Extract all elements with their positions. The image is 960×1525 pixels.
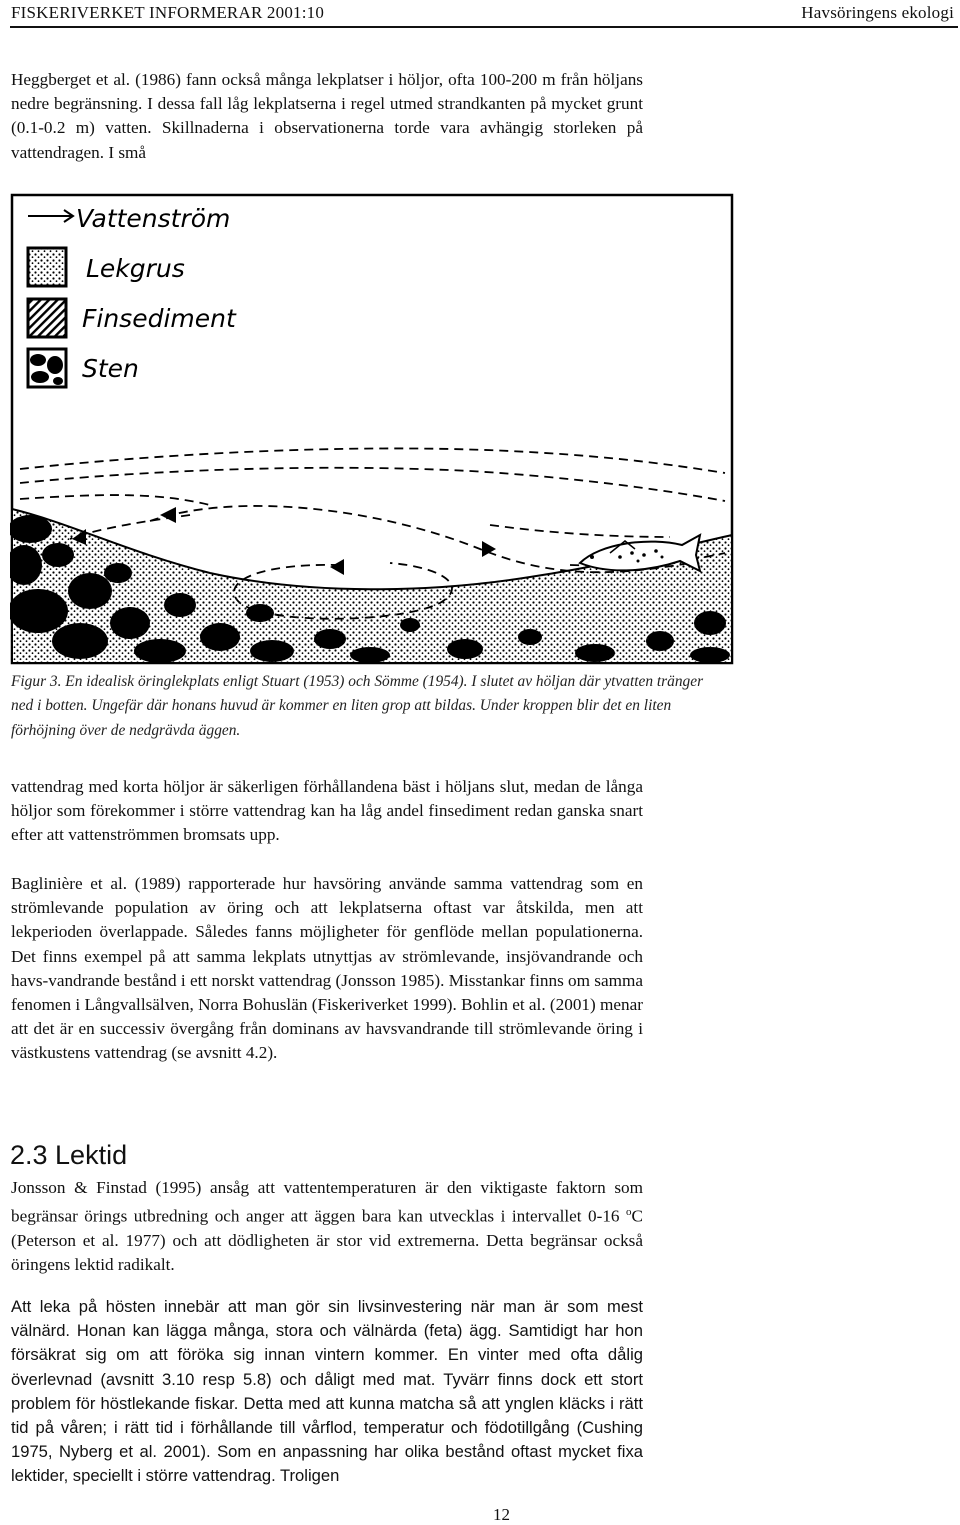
legend-fine-label: Finsediment xyxy=(82,304,236,333)
gravel-swatch xyxy=(28,248,66,286)
legend-gravel-label: Lekgrus xyxy=(86,254,185,283)
legend-current-label: Vattenström xyxy=(76,204,231,233)
header-rule xyxy=(10,26,958,28)
body-paragraph-3: Baglinière et al. (1989) rapporterade hur havsöring använde samma vattendrag som en strömlevande population av öring och att lekplatserna oftast var åtskilda, men att lekperioden överlappade. Således fanns möjligheter för genflöde mellan populationerna. Det finns exempel på att samma lekplats utnyttjas av strömlevande, insjövandrande och havs-vandrande bestånd i ett norskt vattendrag (Jonsson 1985). Misstankar finns om samma fenomen i Långvallsälven, Norra Bohuslän (Fiskeriverket 1999). Bohlin et al. (2001) menar att det är en successiv övergång från dominans av havsvandrande till strömlevande öring i västkustens vattendrag (se avsnitt 4.2). xyxy=(11,874,643,1063)
body-paragraph-1: Heggberget et al. (1986) fann också många lekplatser i höljor, ofta 100-200 m från höljans nedre begränsning. I dessa fall låg lekplatserna i regel utmed strandkanten på mycket grunt (0.1-0.2 m) vatten. Skillnaderna i observationerna torde vara avhängig storleken på vattendragen. I små xyxy=(11,70,643,162)
stone-swatch xyxy=(28,349,66,387)
paragraph-4-part-2: C (Peterson et al. 1977) och att dödligheten är stor vid extremerna. Detta begränsar också öringens lektid radikalt. xyxy=(11,1206,643,1275)
fine-sediment-swatch xyxy=(28,299,66,337)
body-paragraph-5: Att leka på hösten innebär att man gör sin livsinvestering när man är som mest välnärd. Honan kan lägga många, stora och välnärda (feta) ägg. Samtidigt har hon försäkrat sig om att föröka sig innan vintern kommer. En vinter med ofta dålig överlevnad (avsnitt 3.10 resp 5.8) och dåligt med mat. Tyvärr finns dock ett stort problem för höstlekande fiskar. Detta med att kunna matcha så att ynglen kläcks i rätt tid på våren; i rätt tid i förhållande till vårflod, temperatur och födotillgång (Cushing 1975, Nyberg et al. 2001). Som en anpassning har olika bestånd oftast mycket fixa lektider, speciellt i större vattendrag. Troligen xyxy=(11,1297,643,1486)
legend-stone-label: Sten xyxy=(82,354,139,383)
figure-caption: Figur 3. En idealisk öringlekplats enligt Stuart (1953) och Sömme (1954). I slutet av höljan där ytvatten tränger ned i botten. Ungefär där honans huvud är kommer en liten grop att bildas. Under kroppen blir det en liten förhöjning över de nedgrävda äggen. xyxy=(11,673,704,739)
degree-superscript: o xyxy=(626,1206,632,1219)
section-heading: 2.3 Lektid xyxy=(10,1140,128,1170)
spawning-site-figure xyxy=(10,193,734,665)
page-number: 12 xyxy=(493,1505,510,1524)
running-header-left: FISKERIVERKET INFORMERAR 2001:10 xyxy=(11,3,325,22)
running-header-right: Havsöringens ekologi xyxy=(801,3,954,22)
body-paragraph-4 xyxy=(11,1176,643,1278)
paragraph-4-part-1: Jonsson & Finstad (1995) ansåg att vattentemperaturen är den viktigaste faktorn som begränsar örings utbredning och anger att äggen bara kan utvecklas i intervallet 0-16 xyxy=(11,1178,643,1226)
body-paragraph-2: vattendrag med korta höljor är säkerligen förhållandena bäst i höljans slut, medan de långa höljor som förekommer i större vattendrag kan ha låg andel finsediment redan ganska snart efter att vattenströmmen bromsats upp. xyxy=(11,777,643,845)
